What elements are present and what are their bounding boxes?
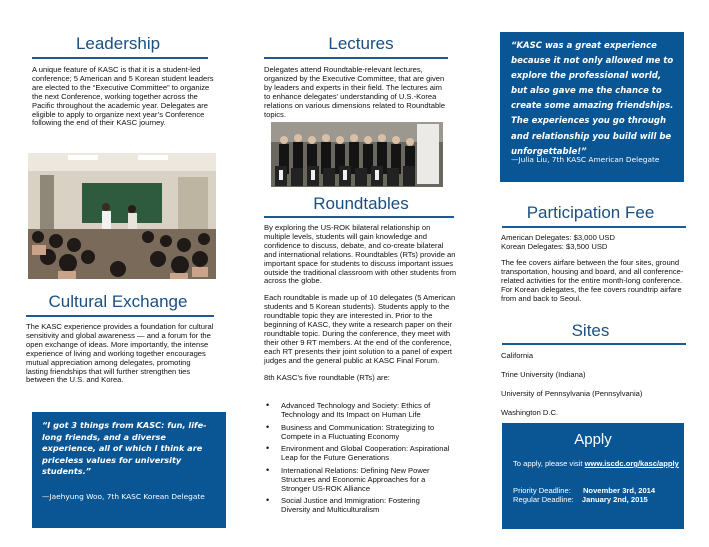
roundtable-topics: [264, 401, 450, 518]
leadership-rule: [32, 57, 208, 59]
priority-deadline-date: November 3rd, 2014: [582, 486, 656, 495]
korean-fee: Korean Delegates: $3,500 USD: [501, 241, 608, 251]
regular-deadline-date: January 2nd, 2015: [581, 495, 648, 504]
cultural-exchange-heading: Cultural Exchange: [48, 292, 188, 311]
quote-attribution: —Jaehyung Woo, 7th KASC Korean Delegate: [42, 492, 205, 501]
apply-instruction-line: [513, 459, 679, 468]
leadership-text: A unique feature of KASC is that it is a student-led conference; 5 American and 5 Korean student leaders are elected to the “Executive Committee” to organize the next Conference, working together across the Pacific throughout the academic year. Delegates are eligible to apply to organize next year’s Conference following the end of their KASC journey.: [32, 65, 214, 128]
list-item: Trine University (Indiana): [501, 370, 586, 379]
list-item: California: [501, 351, 534, 360]
american-fee: American Delegates: $3,000 USD: [501, 233, 615, 242]
lectures-rule: [264, 57, 448, 59]
korean-delegate-quote: [32, 412, 226, 528]
classroom-photo: [28, 153, 216, 279]
quote-attribution: —Julia Liu, 7th KASC American Delegate: [511, 155, 660, 164]
apply-heading: Apply: [574, 431, 612, 448]
list-item: • Environment and Global Cooperation: Aspirational Leap for the Future Generations: [264, 444, 450, 462]
left-panel: [0, 0, 236, 547]
fee-description: The fee covers airfare between the four sites, ground transportation, housing and board, and all conference-related activities for the entire month-long conference. For Korean delegates, the fee covers roundtrip airfare from and back to Seoul.: [501, 258, 684, 303]
leadership-heading: Leadership: [75, 34, 161, 53]
roundtables-heading: Roundtables: [313, 194, 409, 213]
lectures-heading: Lectures: [328, 34, 394, 53]
apply-link[interactable]: www.iscdc.org/kasc/apply: [584, 459, 679, 468]
cultural-exchange-rule: [26, 315, 214, 317]
list-item: Washington D.C.: [501, 408, 559, 417]
group-photo: [271, 122, 443, 187]
roundtables-text: [264, 224, 458, 391]
list-item: • Social Justice and Immigration: Fostering Diversity and Multiculturalism: [264, 496, 450, 514]
roundtables-list-intro: 8th KASC’s five roundtable (RTs) are:: [264, 372, 390, 382]
quote-text: “I got 3 things from KASC: fun, life-long friends, and a diverse experience, all of which I think are priceless values for university students.”: [42, 420, 207, 477]
quote-text: “KASC was a great experience because it not only allowed me to explore the professional world, but also gave me the chance to create some amazing friendships. The experiences you go through and relationship you build will be unforgettable!”: [511, 41, 674, 157]
american-delegate-quote: [500, 32, 684, 182]
roundtables-rule: [264, 216, 454, 218]
list-item: • Advanced Technology and Society: Ethics of Technology and Its Impact on Human Life: [264, 401, 450, 419]
sites-rule: [502, 343, 686, 345]
lectures-text: Delegates attend Roundtable-relevant lectures, organized by the Executive Committee, that are given by leaders and experts in their field. The lectures aim to enhance delegates’ understanding of U.S.-Korea relations on various dimensions related to Roundtable topics.: [264, 65, 446, 119]
right-panel: [472, 0, 709, 547]
priority-deadline-label: Priority Deadline:: [513, 486, 571, 495]
apply-instruction: To apply, please visit: [513, 459, 583, 468]
list-item: • International Relations: Defining New Power Structures and Economic Approaches for a Stronger US-ROK Alliance: [264, 466, 450, 493]
list-item: • Business and Communication: Strategizing to Compete in a Fluctuating Economy: [264, 423, 450, 441]
priority-deadline: [513, 486, 655, 495]
cultural-exchange-text: The KASC experience provides a foundation for cultural sensitivity and global awareness — and a forum for the open exchange of ideas. More importantly, the intense experience of living and working together encourages mutual appreciation among delegates, promoting lasting friendships that will further strengthen ties between the U.S. and Korea.: [26, 322, 214, 385]
center-panel: [236, 0, 472, 547]
roundtables-intro: By exploring the US-ROK bilateral relationship on multiple levels, students will gain knowledge and confidence to discuss, debate, and co-create bilateral and international relations. Roundtables (RTs) provide an important space for students to discuss important issues outside the traditional classroom with other students from across the globe.: [264, 223, 457, 286]
regular-deadline: [513, 495, 648, 504]
sites-heading: Sites: [571, 321, 610, 340]
list-item: University of Pennsylvania (Pennsylvania): [501, 389, 643, 398]
apply-box: [502, 423, 684, 529]
participation-fee-rule: [502, 226, 686, 228]
regular-deadline-label: Regular Deadline:: [513, 495, 574, 504]
sites-list: [501, 352, 685, 428]
fee-amounts: [501, 234, 685, 252]
participation-fee-heading: Participation Fee: [526, 203, 655, 222]
roundtables-structure: Each roundtable is made up of 10 delegates (5 American students and 5 Korean students). Students apply to the roundtable topic they are interested in. Prior to the beginning of KASC, they write a research paper on their roundtable topic. During the conference, they meet with their other 9 RT members. At the end of the conference, each RT presents their joint solution to a panel of expert judges and the general public at KASC Final Forum.: [264, 293, 456, 365]
